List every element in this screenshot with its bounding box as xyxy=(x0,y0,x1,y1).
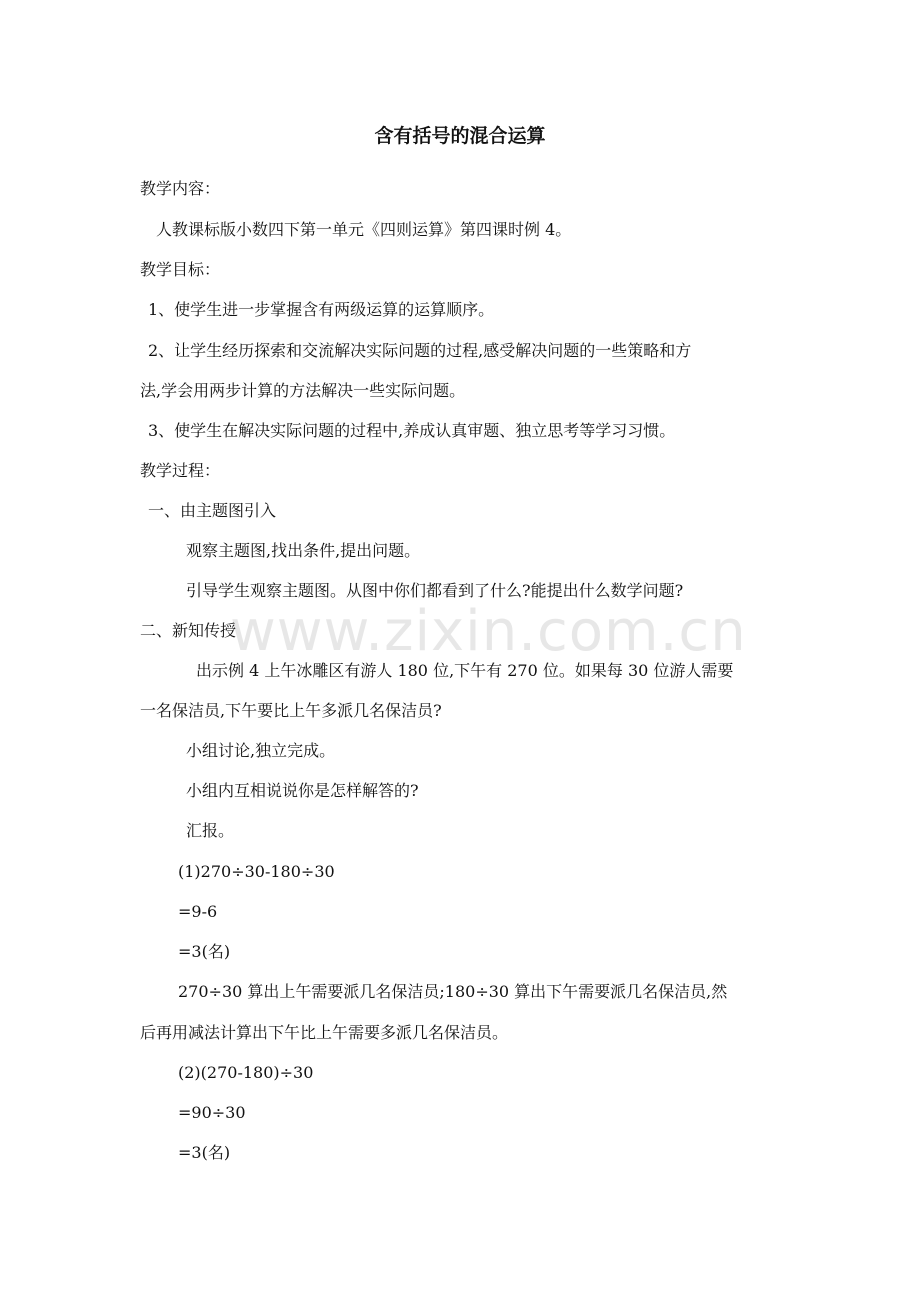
calc-1-line-1: (1)270÷30-180÷30 xyxy=(178,862,335,881)
step-1-text-a: 观察主题图,找出条件,提出问题。 xyxy=(186,541,421,560)
example-line-2: 一名保洁员,下午要比上午多派几名保洁员? xyxy=(140,701,442,720)
explain-line-1: 270÷30 算出上午需要派几名保洁员;180÷30 算出下午需要派几名保洁员,然 xyxy=(178,982,728,1001)
report-text: 汇报。 xyxy=(186,821,235,840)
goal-2-line-1: 2、让学生经历探索和交流解决实际问题的过程,感受解决问题的一些策略和方 xyxy=(148,341,692,360)
explain-line-2: 后再用减法计算出下午比上午需要多派几名保洁员。 xyxy=(140,1023,509,1042)
discuss-text: 小组讨论,独立完成。 xyxy=(186,741,336,760)
goals-heading: 教学目标： xyxy=(140,260,221,279)
calc-2-line-2: =90÷30 xyxy=(178,1103,246,1122)
calc-2-line-1: (2)(270-180)÷30 xyxy=(178,1063,314,1082)
calc-2-line-3: =3(名) xyxy=(178,1143,231,1162)
watermark: www.zixin.com.cn xyxy=(230,599,747,664)
content-heading: 教学内容： xyxy=(140,179,221,198)
goal-2-line-2: 法,学会用两步计算的方法解决一些实际问题。 xyxy=(140,381,466,400)
step-1-heading: 一、由主题图引入 xyxy=(148,501,277,520)
process-heading: 教学过程： xyxy=(140,461,221,480)
page-title: 含有括号的混合运算 xyxy=(374,125,546,147)
calc-1-line-3: =3(名) xyxy=(178,942,231,961)
calc-1-line-2: =9-6 xyxy=(178,902,218,921)
content-text: 人教课标版小数四下第一单元《四则运算》第四课时例 4。 xyxy=(156,220,572,239)
example-line-1: 出示例 4 上午冰雕区有游人 180 位,下午有 270 位。如果每 30 位游人需要 xyxy=(196,661,734,680)
step-1-text-b: 引导学生观察主题图。从图中你们都看到了什么?能提出什么数学问题? xyxy=(186,581,684,600)
step-2-heading: 二、新知传授 xyxy=(140,621,237,640)
share-text: 小组内互相说说你是怎样解答的? xyxy=(186,781,419,800)
goal-3: 3、使学生在解决实际问题的过程中,养成认真审题、独立思考等学习习惯。 xyxy=(148,421,676,440)
goal-1: 1、使学生进一步掌握含有两级运算的运算顺序。 xyxy=(148,300,495,319)
